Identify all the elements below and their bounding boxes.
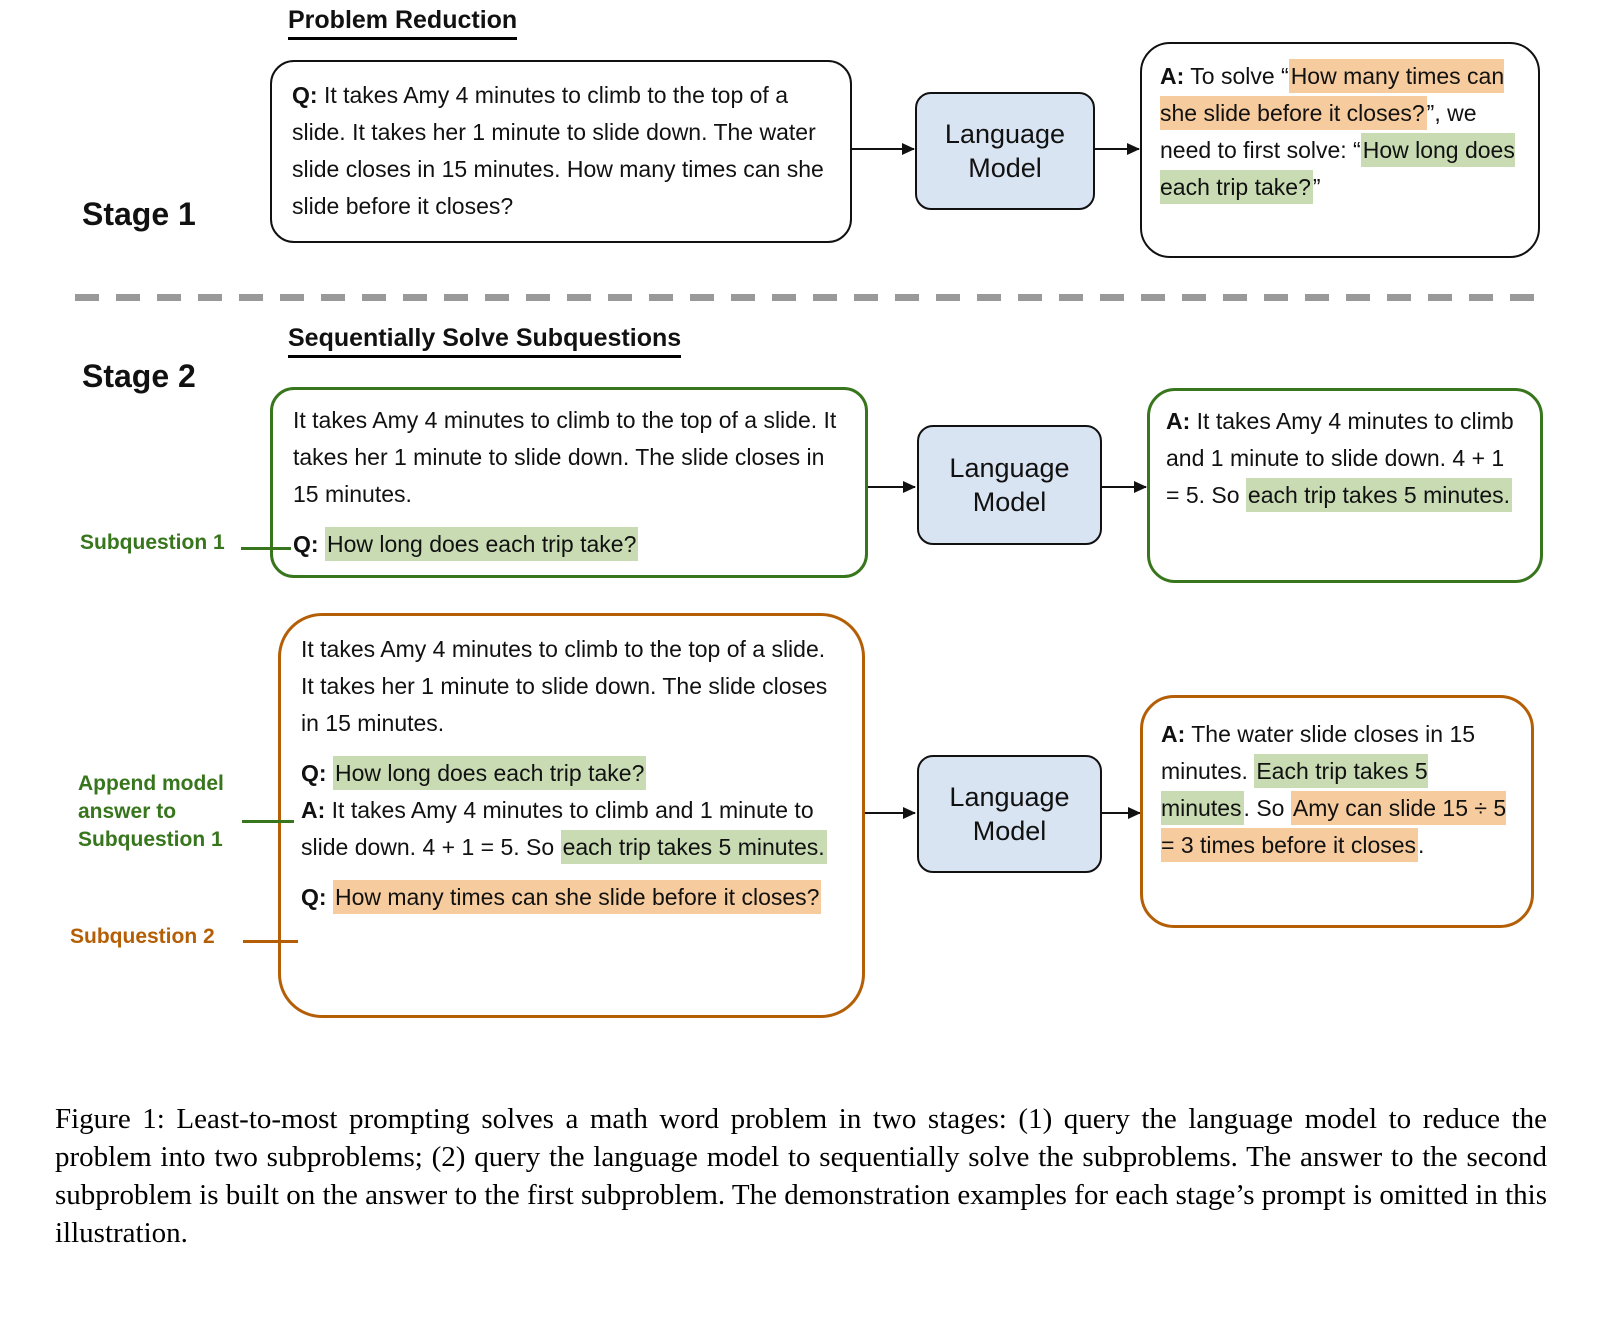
question-prefix: Q: [293,531,319,557]
stage1-answer-pre: To solve “ [1184,63,1289,89]
subquestion1-side-label: Subquestion 1 [80,531,225,554]
figure-caption: Figure 1: Least-to-most prompting solves a math word problem in two stages: (1) query the language model to reduce the problem into two subproblems; (2) query the language model to sequentially solve the subproblems. The answer to the second subproblem is built on the answer to the first subproblem. The demonstration examples for each stage’s prompt is omitted in this illustration. [55,1103,1547,1249]
stage2-row1-answer-highlight: each trip takes 5 minutes. [1246,478,1512,512]
stage2-row1-arrow-to-lm-icon [868,486,915,488]
stage2-subq1-prompt-box [270,387,868,578]
append-label-line3: Subquestion 1 [78,828,223,851]
stage2-title: Sequentially Solve Subquestions [288,324,681,358]
language-model-label: Language Model [949,782,1070,846]
append-label-line1: Append model [78,772,224,795]
stage2-row1-answer-text: It takes Amy 4 minutes to climb and 1 minute to slide down. 4 + 1 = 5. So [1166,408,1514,508]
stage1-language-model-box [915,92,1095,210]
subquestion2-connector-line-icon [243,940,298,943]
stage2-subq1-highlight: How long does each trip take? [325,527,638,561]
stage2-row2-language-model-box [917,755,1102,873]
stage1-answer-highlight-subq2: How many times can she slide before it closes? [1160,59,1504,130]
stage1-title: Problem Reduction [288,6,517,40]
stage2-row1-arrow-to-answer-icon [1102,486,1146,488]
stage2-subq2-q1-highlight: How long does each trip take? [333,756,646,790]
append-model-answer-side-label [78,770,248,854]
language-model-label: Language Model [949,453,1070,517]
stage1-answer-mid: ”, we need to first solve: “ [1160,100,1477,163]
stage2-subq2-prompt-box [278,613,865,1018]
answer-prefix: A: [1161,721,1186,747]
stage2-row2-arrow-to-answer-icon [1102,812,1140,814]
answer-prefix: A: [301,797,326,823]
stage-divider-dashed-line [75,294,1540,301]
stage2-subq1-context: It takes Amy 4 minutes to climb to the top of a slide. It takes her 1 minute to slide down. The slide closes in 15 minutes. [293,407,837,507]
question-prefix: Q: [301,760,327,786]
stage1-question-text: It takes Amy 4 minutes to climb to the top of a slide. It takes her 1 minute to slide down. The water slide closes in 15 minutes. How many times can she slide before it closes? [292,82,824,219]
stage2-row2-answer-highlight-green: Each trip takes 5 minutes [1161,754,1428,825]
stage1-answer-highlight-subq1: How long does each trip take? [1160,133,1515,204]
answer-prefix: A: [1160,63,1185,89]
stage2-subq2-a1-text: It takes Amy 4 minutes to climb and 1 minute to slide down. 4 + 1 = 5. So [301,797,814,860]
question-prefix: Q: [292,82,318,108]
append-label-line2: answer to [78,800,177,823]
stage2-row2-answer-highlight-orange: Amy can slide 15 ÷ 5 = 3 times before it closes [1161,791,1506,862]
language-model-label: Language Model [944,119,1066,183]
stage2-subq2-q2-highlight: How many times can she slide before it closes? [333,880,822,914]
stage2-row1-language-model-box [917,425,1102,545]
stage1-arrow-to-lm-icon [852,148,914,150]
question-prefix: Q: [301,884,327,910]
subquestion1-connector-line-icon [241,547,291,550]
stage2-label: Stage 2 [82,358,196,394]
stage1-arrow-to-answer-icon [1095,148,1139,150]
stage1-label: Stage 1 [82,196,196,232]
stage2-row2-answer-post: . [1418,832,1425,858]
answer-prefix: A: [1166,408,1191,434]
stage1-question-box [270,60,852,243]
stage1-answer-post: ” [1312,174,1321,200]
stage2-row2-arrow-to-lm-icon [865,812,915,814]
stage2-subq2-answer-box [1140,695,1534,928]
stage2-subq1-answer-box [1147,388,1543,583]
stage1-answer-box [1140,42,1540,258]
stage2-subq2-a1-highlight: each trip takes 5 minutes. [561,830,827,864]
append-connector-line-icon [242,820,294,823]
stage2-subq2-context: It takes Amy 4 minutes to climb to the top of a slide. It takes her 1 minute to slide down. The slide closes in 15 minutes. [301,636,828,736]
stage2-row2-answer-pre: The water slide closes in 15 minutes. [1161,721,1476,784]
subquestion2-side-label: Subquestion 2 [70,925,215,948]
stage2-row2-answer-mid: . So [1243,795,1291,821]
